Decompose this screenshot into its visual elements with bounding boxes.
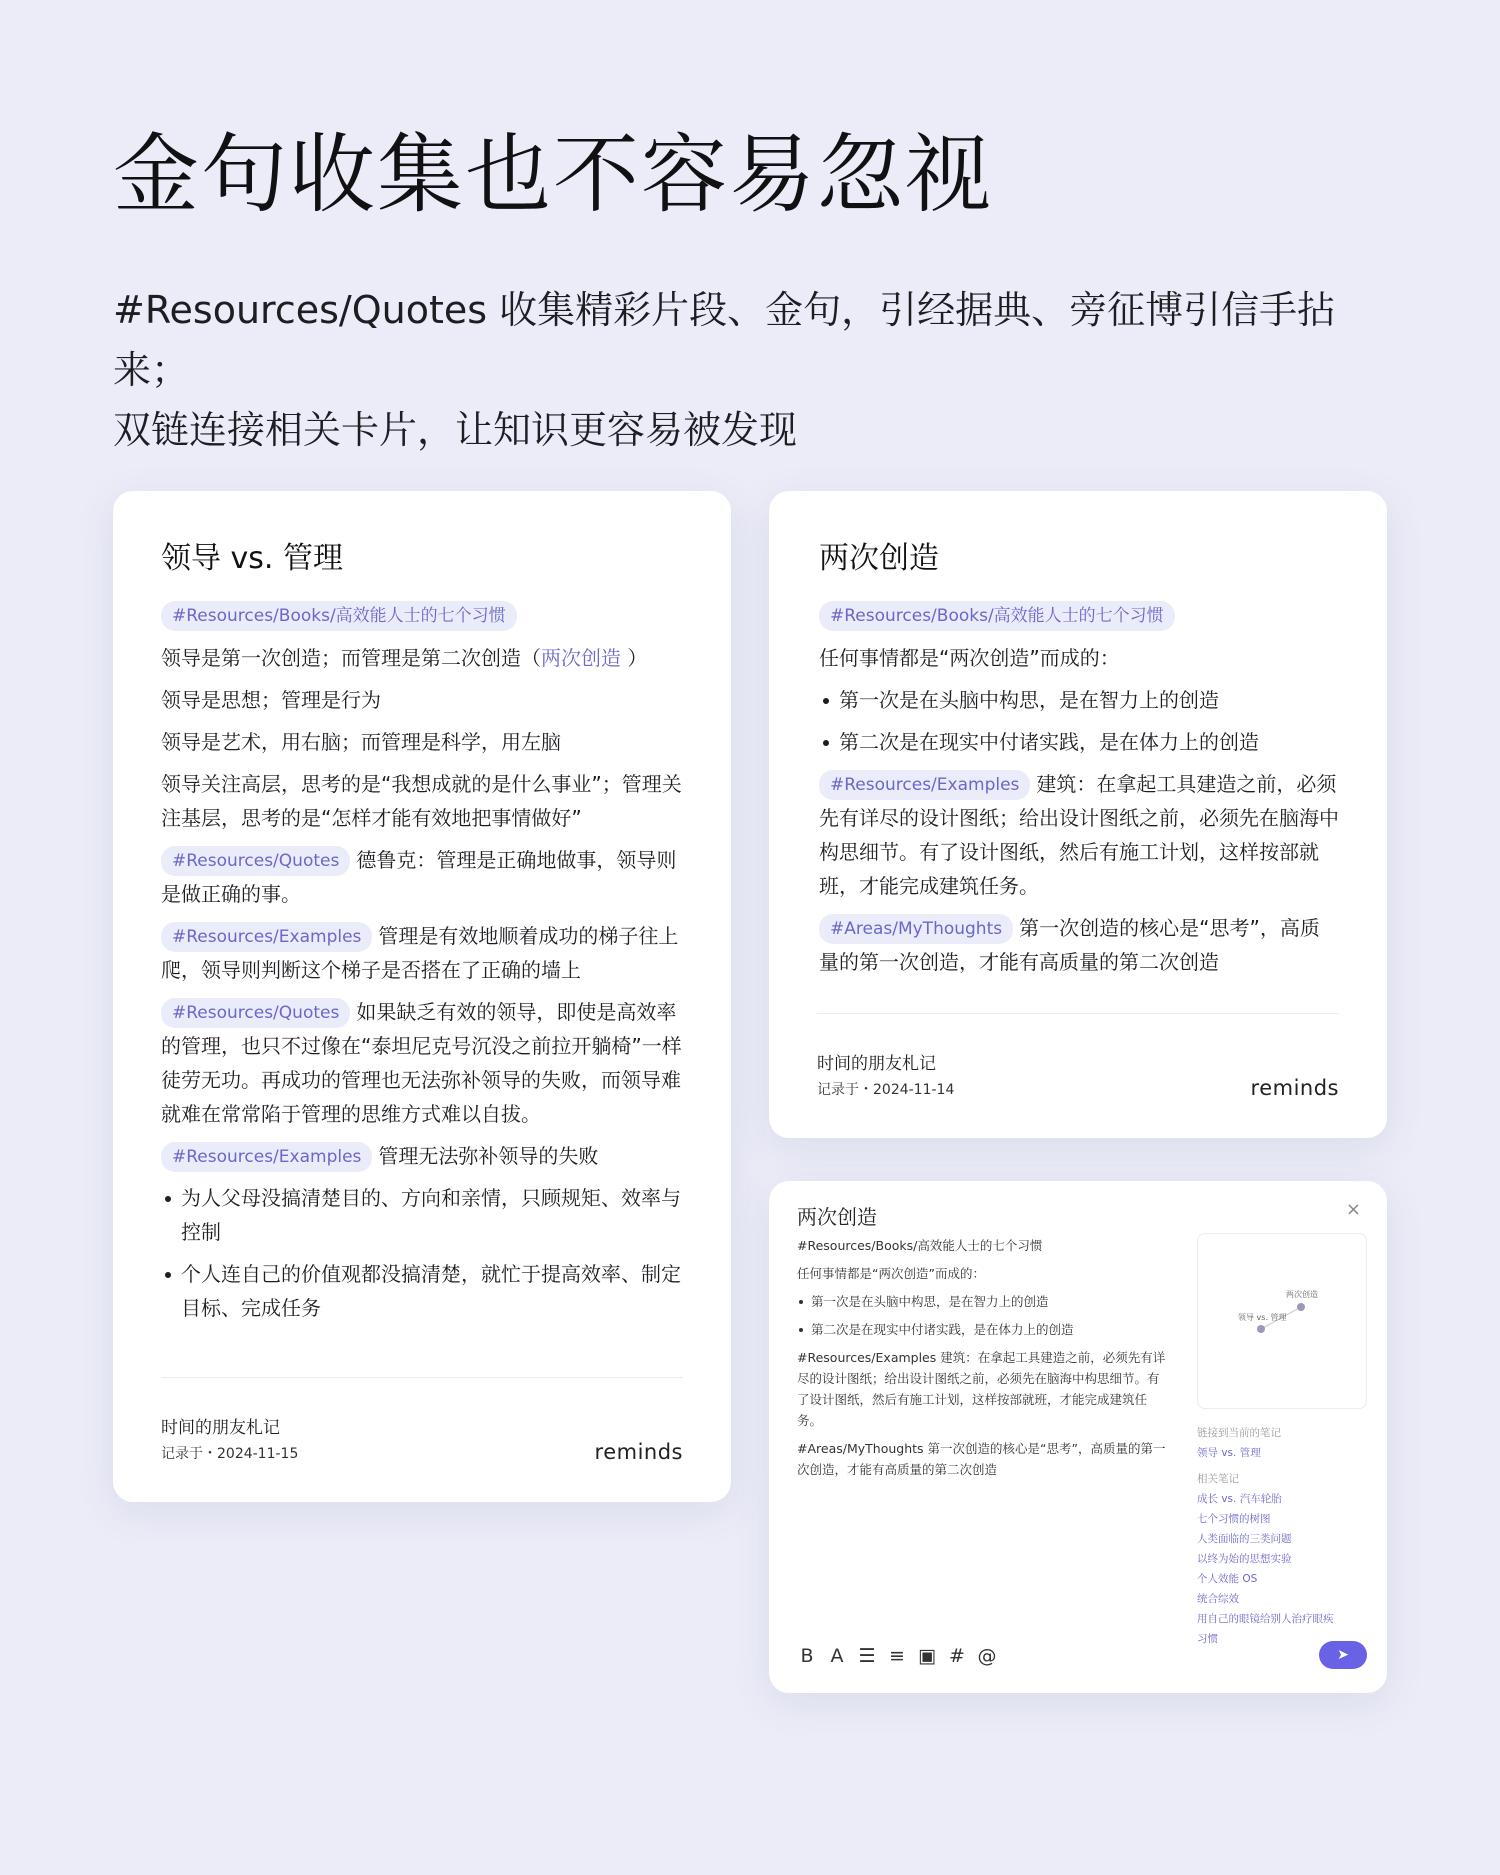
note-text: 第一次创造的核心是“思考”，高质量的第一次创造，才能有高质量的第二次创造 <box>819 916 1320 974</box>
list-item: 第一次是在头脑中构思，是在智力上的创造 <box>819 683 1339 717</box>
note-line <box>819 911 1339 979</box>
editor-bullet-list <box>797 1291 1167 1340</box>
card-footer <box>161 1377 683 1464</box>
tag-books[interactable]: #Resources/Books/高效能人士的七个习惯 <box>819 601 1175 631</box>
list-item: 为人父母没搞清楚目的、方向和亲情，只顾规矩、效率与控制 <box>161 1181 683 1249</box>
note-text: 领导是第一次创造；而管理是第二次创造（ <box>161 646 541 670</box>
page-subtitle <box>113 280 1403 460</box>
editor-line: #Resources/Examples 建筑：在拿起工具建造之前，必须先有详尽的设计图纸；给出设计图纸之前，必须先在脑海中构思细节。有了设计图纸，然后有施工计划，这样按部就班，才能完成建筑任务。 <box>797 1350 1166 1428</box>
note-line: 领导是艺术，用右脑；而管理是科学，用左脑 <box>161 730 561 754</box>
author: 时间的朋友札记 <box>161 1418 280 1438</box>
graph-node-label: 两次创造 <box>1286 1290 1318 1299</box>
subtitle-line-2: 双链连接相关卡片，让知识更容易被发现 <box>113 408 798 452</box>
list-item: 第二次是在现实中付诸实践，是在体力上的创造 <box>819 725 1339 759</box>
backlinks-header: 链接到当前的笔记 <box>1197 1427 1281 1439</box>
note-line <box>161 641 683 675</box>
note-line <box>819 767 1339 903</box>
link-graph[interactable] <box>1197 1233 1367 1409</box>
note-text: 如果缺乏有效的领导，即使是高效率的管理，也只不过像在“泰坦尼克号沉没之前拉开躺椅”一样徒劳无功。再成功的管理也无法弥补领导的失败，而领导难就难在常常陷于管理的思维方式难以自拔。 <box>161 1000 682 1126</box>
editor-tag-line: #Resources/Books/高效能人士的七个习惯 <box>797 1238 1043 1253</box>
tag-examples[interactable]: #Resources/Examples <box>161 1142 372 1172</box>
card-title: 两次创造 <box>819 541 939 576</box>
page-title: 金句收集也不容易忽视 <box>113 125 993 225</box>
close-icon[interactable]: × <box>1345 1199 1361 1220</box>
tag-quotes[interactable]: #Resources/Quotes <box>161 998 350 1028</box>
card-title: 领导 vs. 管理 <box>161 541 343 576</box>
tag-examples[interactable]: #Resources/Examples <box>819 770 1030 800</box>
image-icon[interactable]: ▣ <box>918 1645 936 1667</box>
note-text: 管理无法弥补领导的失败 <box>378 1144 599 1168</box>
tag-icon[interactable]: # <box>949 1645 965 1667</box>
tag-quotes[interactable]: #Resources/Quotes <box>161 846 350 876</box>
brand-logo: reminds <box>594 1440 683 1464</box>
author: 时间的朋友札记 <box>817 1054 936 1074</box>
card-footer <box>817 1013 1339 1100</box>
note-line: 领导关注高层，思考的是“我想成就的是什么事业”；管理关注基层，思考的是“怎样才能有效地把事情做好” <box>161 772 682 830</box>
note-text: 德鲁克：管理是正确地做事，领导则是做正确的事。 <box>161 848 677 906</box>
related-header: 相关笔记 <box>1197 1473 1239 1485</box>
note-editor[interactable] <box>769 1181 1387 1693</box>
editor-title[interactable]: 两次创造 <box>797 1205 877 1229</box>
related-item[interactable]: 用自己的眼镜给别人治疗眼疾 <box>1197 1613 1334 1625</box>
note-line: 任何事情都是“两次创造”而成的： <box>819 646 1120 670</box>
brand-logo: reminds <box>1250 1076 1339 1100</box>
note-text: 建筑：在拿起工具建造之前，必须先有详尽的设计图纸；给出设计图纸之前，必须先在脑海中构思细节。有了设计图纸，然后有施工计划，这样按部就班，才能完成建筑任务。 <box>819 772 1339 898</box>
tag-books[interactable]: #Resources/Books/高效能人士的七个习惯 <box>161 601 517 631</box>
mention-icon[interactable]: @ <box>977 1645 997 1667</box>
record-date: 记录于・2024-11-14 <box>817 1082 955 1098</box>
bullet-list-icon[interactable]: ☰ <box>858 1645 876 1667</box>
related-item[interactable]: 以终为始的思想实验 <box>1197 1553 1292 1565</box>
graph-node[interactable] <box>1257 1325 1265 1333</box>
note-line: 领导是思想；管理是行为 <box>161 688 381 712</box>
editor-line: #Areas/MyThoughts 第一次创造的核心是“思考”，高质量的第一次创造，才能有高质量的第二次创造 <box>797 1441 1166 1477</box>
subtitle-line-1: #Resources/Quotes 收集精彩片段、金句，引经据典、旁征博引信手拈来； <box>113 288 1336 392</box>
bold-icon[interactable]: B <box>800 1645 814 1667</box>
send-button[interactable]: ➤ <box>1319 1641 1367 1669</box>
graph-node-label: 领导 vs. 管理 <box>1238 1313 1287 1322</box>
related-item[interactable]: 个人效能 OS <box>1197 1573 1258 1585</box>
record-date: 记录于・2024-11-15 <box>161 1446 299 1462</box>
editor-body[interactable] <box>797 1235 1167 1487</box>
related-item[interactable]: 七个习惯的树图 <box>1197 1513 1271 1525</box>
note-line <box>161 843 683 911</box>
note-card-leadership[interactable] <box>113 491 731 1502</box>
numbered-list-icon[interactable]: ≡ <box>889 1645 905 1667</box>
bullet-list <box>819 683 1339 759</box>
list-item: 第二次是在现实中付诸实践，是在体力上的创造 <box>797 1319 1167 1340</box>
bullet-list <box>161 1181 683 1325</box>
note-text: 管理是有效地顺着成功的梯子往上爬，领导则判断这个梯子是否搭在了正确的墙上 <box>161 924 679 982</box>
tag-examples[interactable]: #Resources/Examples <box>161 922 372 952</box>
editor-toolbar <box>797 1645 997 1667</box>
note-line <box>161 995 683 1131</box>
editor-line: 任何事情都是“两次创造”而成的： <box>797 1266 985 1281</box>
highlight-icon[interactable]: A <box>830 1645 844 1667</box>
divider <box>161 1377 683 1378</box>
related-item[interactable]: 统合综效 <box>1197 1593 1239 1605</box>
tag-mythoughts[interactable]: #Areas/MyThoughts <box>819 914 1013 944</box>
note-link-two-creations[interactable]: 两次创造 <box>541 646 621 670</box>
note-line <box>161 919 683 987</box>
backlink-item[interactable]: 领导 vs. 管理 <box>1197 1447 1261 1459</box>
graph-node[interactable] <box>1297 1303 1305 1311</box>
note-sidebar <box>1197 1423 1367 1649</box>
list-item: 个人连自己的价值观都没搞清楚，就忙于提高效率、制定目标、完成任务 <box>161 1257 683 1325</box>
divider <box>817 1013 1339 1014</box>
related-item[interactable]: 人类面临的三类问题 <box>1197 1533 1292 1545</box>
related-item[interactable]: 习惯 <box>1197 1633 1218 1645</box>
note-text: ） <box>621 646 648 670</box>
list-item: 第一次是在头脑中构思，是在智力上的创造 <box>797 1291 1167 1312</box>
graph-canvas <box>1198 1234 1366 1408</box>
note-line <box>161 1139 683 1173</box>
related-item[interactable]: 成长 vs. 汽车轮胎 <box>1197 1493 1282 1505</box>
note-card-two-creations[interactable] <box>769 491 1387 1138</box>
